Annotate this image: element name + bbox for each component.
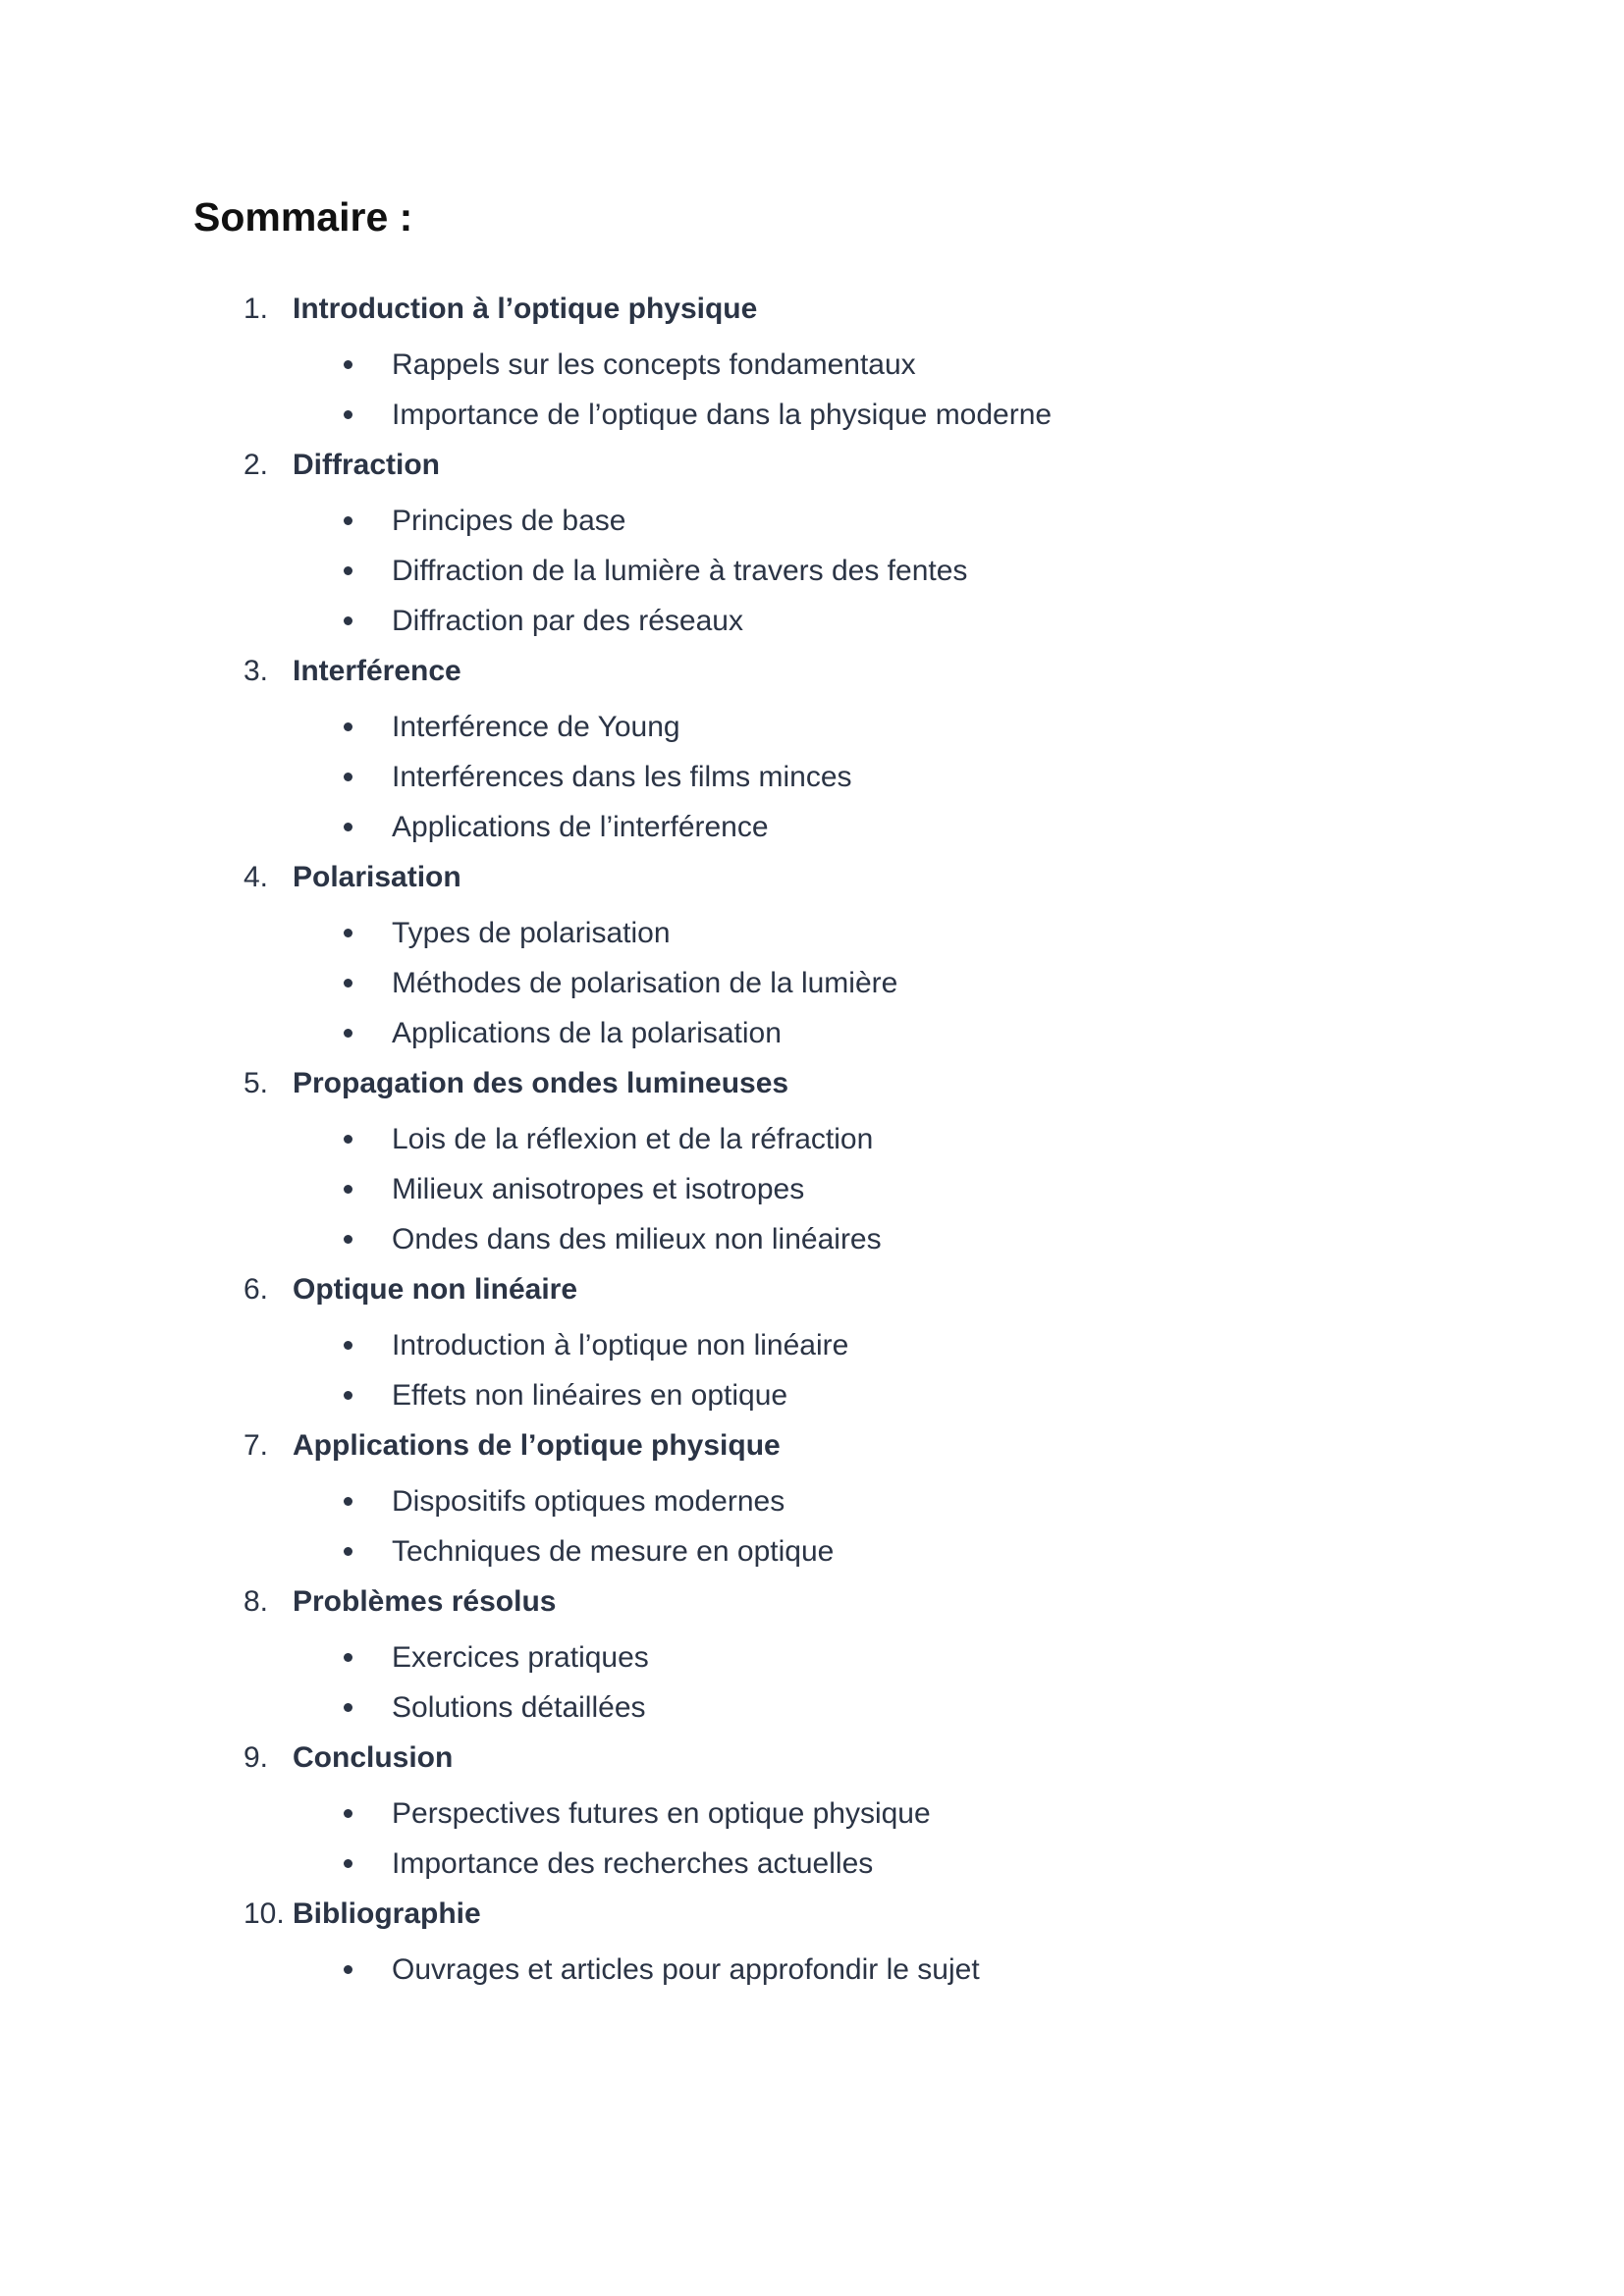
- bullet-icon: [344, 722, 352, 731]
- toc-section: [0, 1264, 1624, 1420]
- section-number: 2.: [244, 449, 269, 481]
- toc-section-heading: [0, 852, 1624, 902]
- toc-section-heading: [0, 284, 1624, 334]
- toc-section: [0, 1058, 1624, 1264]
- subsection-label: Applications de l’interférence: [392, 811, 769, 843]
- bullet-icon: [344, 1235, 352, 1244]
- bullet-icon: [344, 516, 352, 525]
- subsection-item: [0, 1008, 1624, 1058]
- subsection-label: Exercices pratiques: [392, 1641, 649, 1674]
- subsection-item: [0, 802, 1624, 852]
- subsection-label: Rappels sur les concepts fondamentaux: [392, 348, 916, 381]
- bullet-icon: [344, 410, 352, 419]
- toc-section: [0, 646, 1624, 852]
- toc-section-heading: [0, 1264, 1624, 1314]
- subsection-list: [0, 1470, 1624, 1576]
- subsection-item: [0, 546, 1624, 596]
- section-number: 7.: [244, 1429, 269, 1462]
- subsection-label: Milieux anisotropes et isotropes: [392, 1173, 805, 1205]
- bullet-icon: [344, 1185, 352, 1194]
- toc-section-heading: [0, 1058, 1624, 1108]
- subsection-label: Importance de l’optique dans la physique moderne: [392, 399, 1053, 431]
- subsection-item: [0, 596, 1624, 646]
- bullet-icon: [344, 773, 352, 781]
- subsection-label: Méthodes de polarisation de la lumière: [392, 967, 898, 999]
- subsection-item: [0, 1682, 1624, 1733]
- subsection-item: [0, 1839, 1624, 1889]
- subsection-list: [0, 1783, 1624, 1889]
- section-number: 8.: [244, 1585, 269, 1618]
- subsection-item: [0, 1789, 1624, 1839]
- bullet-icon: [344, 1703, 352, 1712]
- subsection-label: Introduction à l’optique non linéaire: [392, 1329, 849, 1362]
- subsection-label: Applications de la polarisation: [392, 1017, 782, 1049]
- bullet-icon: [344, 1809, 352, 1818]
- table-of-contents: [0, 284, 1624, 1995]
- bullet-icon: [344, 1391, 352, 1400]
- subsection-label: Importance des recherches actuelles: [392, 1847, 874, 1880]
- bullet-icon: [344, 1653, 352, 1662]
- subsection-item: [0, 1476, 1624, 1526]
- subsection-list: [0, 1314, 1624, 1420]
- subsection-item: [0, 1164, 1624, 1214]
- subsection-item: [0, 1114, 1624, 1164]
- subsection-item: [0, 1632, 1624, 1682]
- subsection-list: [0, 1108, 1624, 1264]
- subsection-list: [0, 902, 1624, 1058]
- bullet-icon: [344, 1135, 352, 1144]
- subsection-label: Techniques de mesure en optique: [392, 1535, 835, 1568]
- toc-section: [0, 440, 1624, 646]
- subsection-item: [0, 1214, 1624, 1264]
- toc-section-heading: [0, 1889, 1624, 1939]
- section-title: Applications de l’optique physique: [293, 1429, 781, 1462]
- subsection-item: [0, 752, 1624, 802]
- toc-section-heading: [0, 1420, 1624, 1470]
- subsection-label: Diffraction par des réseaux: [392, 605, 743, 637]
- bullet-icon: [344, 979, 352, 988]
- subsection-label: Effets non linéaires en optique: [392, 1379, 788, 1412]
- subsection-label: Interférence de Young: [392, 711, 680, 743]
- section-title: Interférence: [293, 655, 461, 687]
- section-title: Bibliographie: [293, 1897, 481, 1930]
- subsection-item: [0, 390, 1624, 440]
- section-number: 6.: [244, 1273, 269, 1306]
- bullet-icon: [344, 1497, 352, 1506]
- subsection-item: [0, 1320, 1624, 1370]
- section-number: 9.: [244, 1741, 269, 1774]
- section-title: Propagation des ondes lumineuses: [293, 1067, 789, 1099]
- subsection-item: [0, 958, 1624, 1008]
- bullet-icon: [344, 1547, 352, 1556]
- subsection-item: [0, 702, 1624, 752]
- section-title: Problèmes résolus: [293, 1585, 557, 1618]
- subsection-label: Ondes dans des milieux non linéaires: [392, 1223, 882, 1255]
- section-number: 4.: [244, 861, 269, 893]
- bullet-icon: [344, 823, 352, 831]
- subsection-list: [0, 1939, 1624, 1995]
- toc-section-heading: [0, 646, 1624, 696]
- subsection-label: Lois de la réflexion et de la réfraction: [392, 1123, 874, 1155]
- subsection-item: [0, 1526, 1624, 1576]
- bullet-icon: [344, 360, 352, 369]
- section-number: 3.: [244, 655, 269, 687]
- toc-section-heading: [0, 440, 1624, 490]
- bullet-icon: [344, 1029, 352, 1038]
- toc-section: [0, 1420, 1624, 1576]
- section-title: Optique non linéaire: [293, 1273, 578, 1306]
- bullet-icon: [344, 616, 352, 625]
- toc-section: [0, 1889, 1624, 1995]
- toc-section: [0, 1733, 1624, 1889]
- subsection-label: Types de polarisation: [392, 917, 671, 949]
- toc-section: [0, 284, 1624, 440]
- subsection-label: Ouvrages et articles pour approfondir le sujet: [392, 1953, 980, 1986]
- section-number: 5.: [244, 1067, 269, 1099]
- subsection-item: [0, 908, 1624, 958]
- subsection-label: Diffraction de la lumière à travers des fentes: [392, 555, 968, 587]
- bullet-icon: [344, 566, 352, 575]
- subsection-item: [0, 496, 1624, 546]
- toc-section: [0, 852, 1624, 1058]
- toc-section-heading: [0, 1733, 1624, 1783]
- subsection-label: Perspectives futures en optique physique: [392, 1797, 931, 1830]
- subsection-item: [0, 1945, 1624, 1995]
- toc-section-heading: [0, 1576, 1624, 1627]
- subsection-label: Dispositifs optiques modernes: [392, 1485, 785, 1518]
- subsection-label: Interférences dans les films minces: [392, 761, 852, 793]
- bullet-icon: [344, 1341, 352, 1350]
- subsection-list: [0, 696, 1624, 852]
- bullet-icon: [344, 929, 352, 937]
- subsection-label: Solutions détaillées: [392, 1691, 646, 1724]
- section-number: 1.: [244, 293, 269, 325]
- section-title: Introduction à l’optique physique: [293, 293, 758, 325]
- subsection-item: [0, 1370, 1624, 1420]
- subsection-list: [0, 1627, 1624, 1733]
- subsection-list: [0, 490, 1624, 646]
- section-title: Conclusion: [293, 1741, 454, 1774]
- page-title: Sommaire :: [193, 194, 413, 240]
- section-title: Diffraction: [293, 449, 440, 481]
- section-number: 10.: [244, 1897, 285, 1930]
- bullet-icon: [344, 1965, 352, 1974]
- subsection-item: [0, 340, 1624, 390]
- bullet-icon: [344, 1859, 352, 1868]
- subsection-list: [0, 334, 1624, 440]
- toc-section: [0, 1576, 1624, 1733]
- subsection-label: Principes de base: [392, 505, 626, 537]
- section-title: Polarisation: [293, 861, 461, 893]
